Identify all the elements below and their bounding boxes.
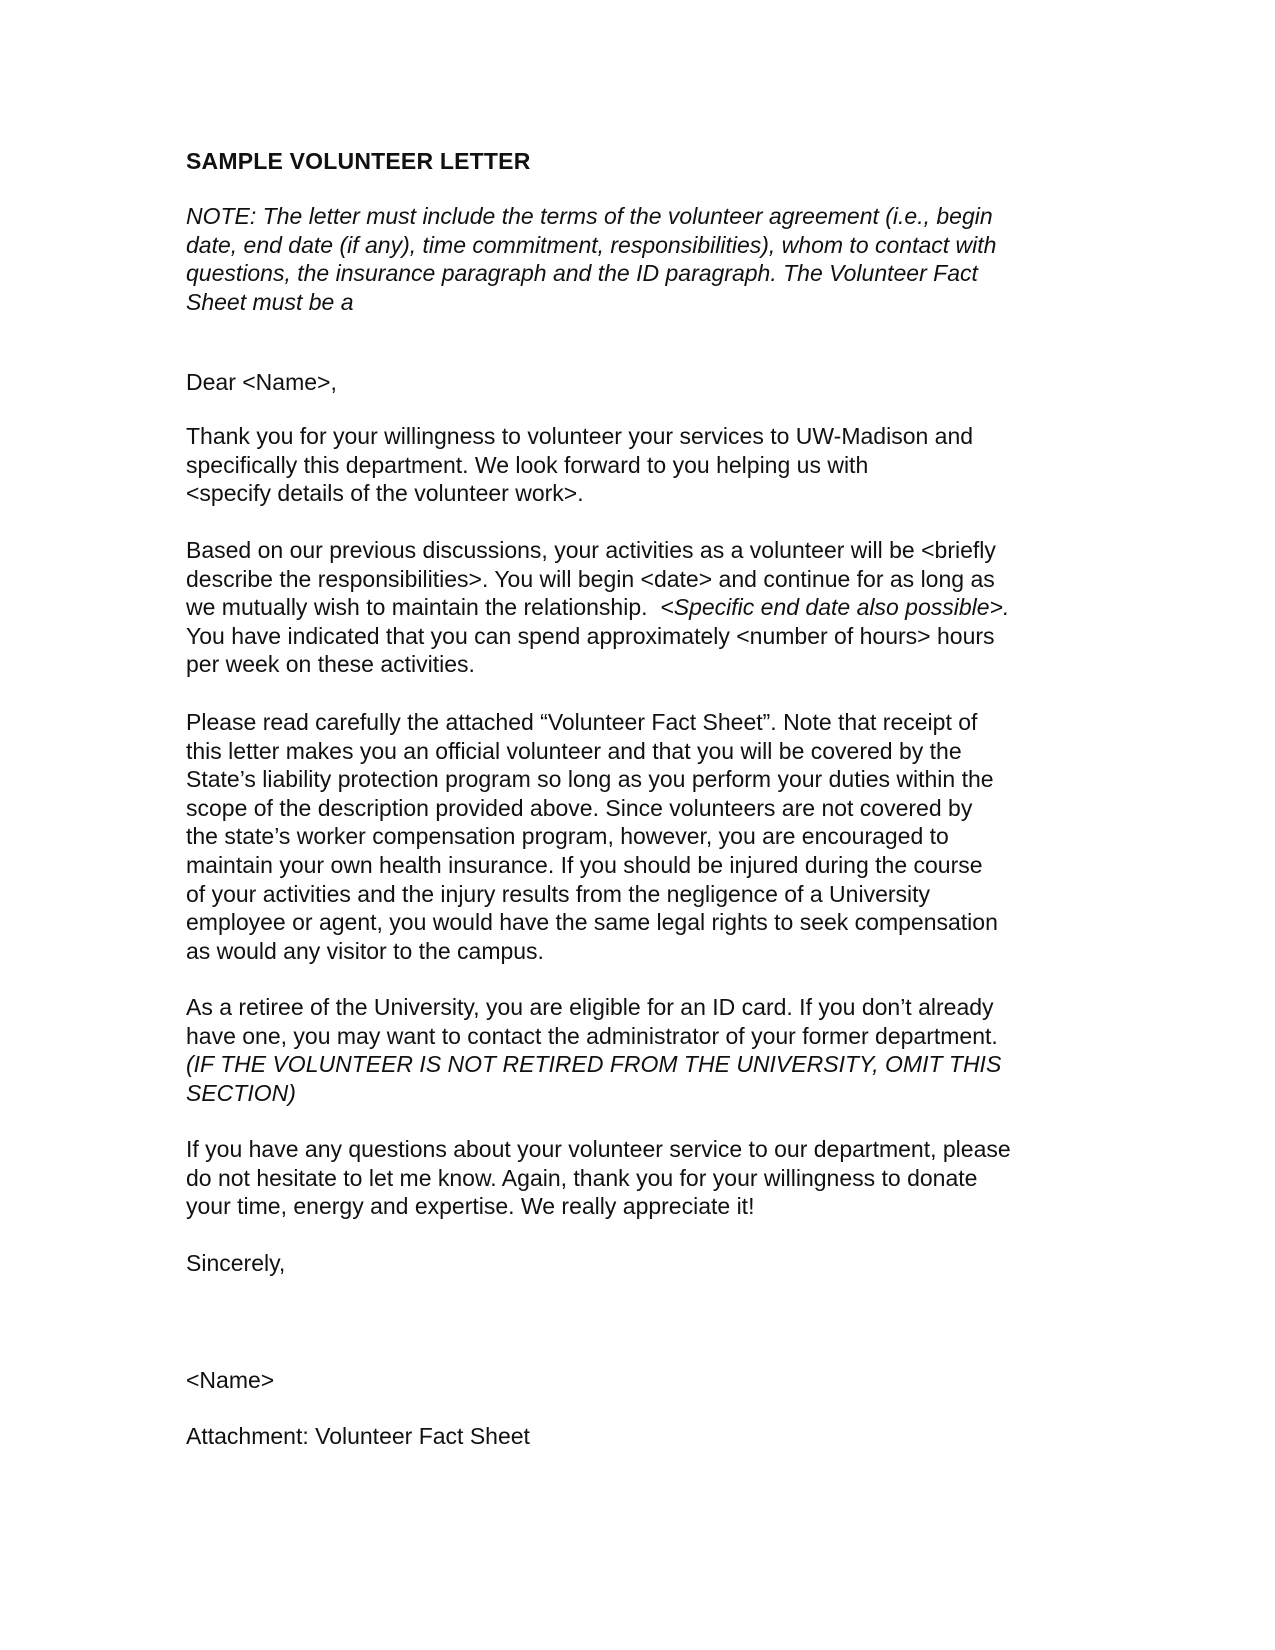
paragraph-fact-sheet	[186, 708, 1086, 965]
paragraph-line: State’s liability protection program so long as you perform your duties within the	[186, 766, 994, 793]
paragraph-line: your time, energy and expertise. We really appreciate it!	[186, 1193, 755, 1220]
omit-section-note: SECTION)	[186, 1079, 296, 1106]
paragraph-line: describe the responsibilities>. You will begin <date> and continue for as long as	[186, 565, 995, 592]
paragraph-line: Based on our previous discussions, your activities as a volunteer will be <briefly	[186, 537, 996, 563]
paragraph-line	[186, 593, 1086, 622]
paragraph-line: of your activities and the injury results from the negligence of a University	[186, 880, 931, 907]
paragraph-activities	[186, 536, 1086, 679]
paragraph-line: As a retiree of the University, you are eligible for an ID card. If you don’t already	[186, 994, 994, 1020]
paragraph-line: specifically this department. We look forward to you helping us with	[186, 451, 869, 478]
paragraph-line: Please read carefully the attached “Volunteer Fact Sheet”. Note that receipt of	[186, 709, 978, 735]
paragraph-id-card	[186, 993, 1086, 1107]
attachment	[186, 1422, 1086, 1451]
paragraph-questions	[186, 1135, 1086, 1221]
paragraph-line: scope of the description provided above. Since volunteers are not covered by	[186, 794, 973, 821]
letter-title: SAMPLE VOLUNTEER LETTER	[186, 148, 531, 174]
omit-section-note: (IF THE VOLUNTEER IS NOT RETIRED FROM THE UNIVERSITY, OMIT THIS	[186, 1051, 1002, 1078]
paragraph-line: as would any visitor to the campus.	[186, 937, 544, 964]
signature	[186, 1366, 1086, 1395]
salutation	[186, 368, 1086, 397]
paragraph-line: You have indicated that you can spend approximately <number of hours> hours	[186, 622, 995, 649]
paragraph-line: the state’s worker compensation program, however, you are encouraged to	[186, 823, 949, 850]
paragraph-line: If you have any questions about your volunteer service to our department, please	[186, 1136, 1011, 1162]
attachment-text: Attachment: Volunteer Fact Sheet	[186, 1423, 530, 1449]
note-line: date, end date (if any), time commitment, responsibilities), whom to contact with	[186, 231, 997, 258]
paragraph-line: have one, you may want to contact the administrator of your former department.	[186, 1022, 998, 1049]
note-line: Sheet must be a	[186, 288, 354, 315]
signature-name: <Name>	[186, 1367, 275, 1393]
note-line: NOTE: The letter must include the terms of the volunteer agreement (i.e., begin	[186, 203, 993, 229]
paragraph-line: employee or agent, you would have the same legal rights to seek compensation	[186, 909, 998, 936]
paragraph-line: do not hesitate to let me know. Again, thank you for your willingness to donate	[186, 1164, 978, 1191]
paragraph-thank-you	[186, 422, 1086, 508]
paragraph-line: this letter makes you an official volunteer and that you will be covered by the	[186, 737, 962, 764]
relationship-text: we mutually wish to maintain the relationship.	[186, 594, 661, 621]
paragraph-line: maintain your own health insurance. If you should be injured during the course	[186, 851, 983, 878]
paragraph-line: <specify details of the volunteer work>.	[186, 480, 584, 507]
paragraph-line: Thank you for your willingness to volunteer your services to UW-Madison and	[186, 423, 974, 449]
paragraph-line: per week on these activities.	[186, 651, 475, 678]
end-date-note: <Specific end date also possible>.	[660, 594, 1010, 621]
closing	[186, 1249, 1086, 1278]
closing-text: Sincerely,	[186, 1250, 286, 1276]
note-paragraph	[186, 202, 1086, 316]
note-line: questions, the insurance paragraph and the ID paragraph. The Volunteer Fact	[186, 260, 978, 287]
salutation-text: Dear <Name>,	[186, 369, 337, 395]
